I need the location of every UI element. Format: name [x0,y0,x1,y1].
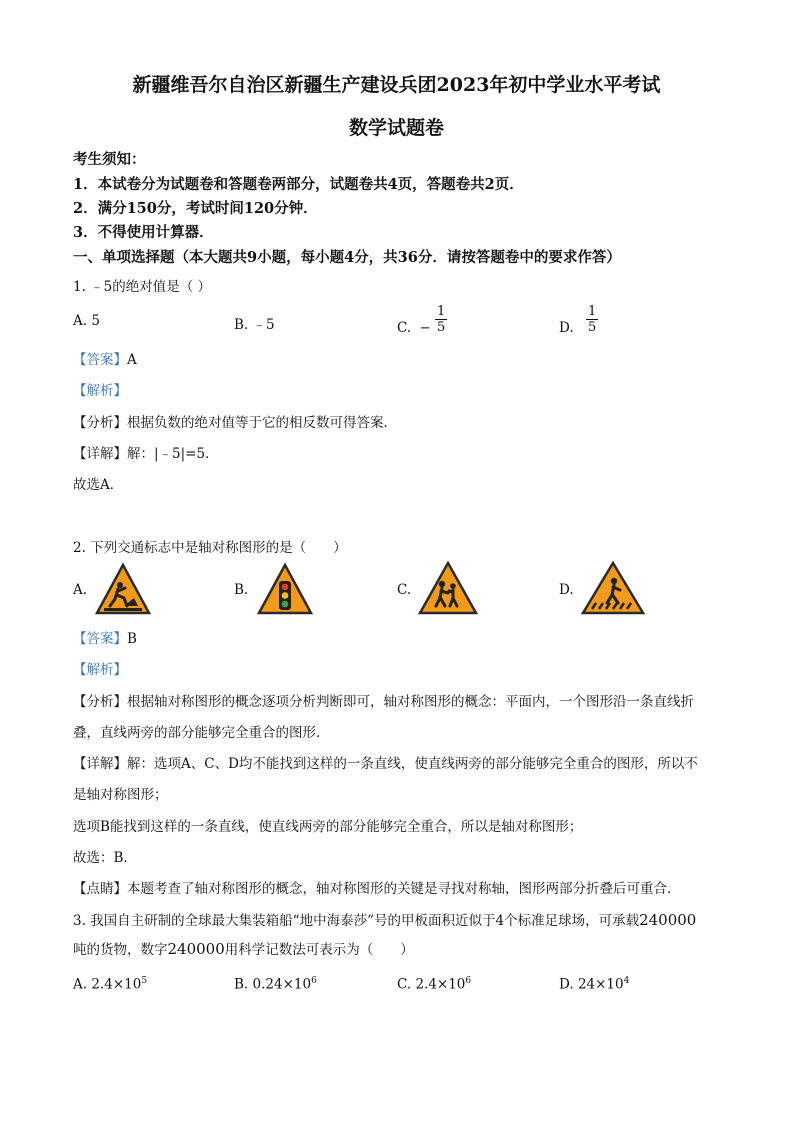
option-label: A. [73,976,88,993]
road-work-sign-icon [94,562,152,616]
option-label: D. [559,976,574,993]
option-exponent: 5 [141,976,148,986]
numerator: 1 [437,304,446,319]
option-base: 2.4×10 [91,976,142,993]
fenxi-text: 根据负数的绝对值等于它的相反数可得答案． [127,415,397,431]
fenxi-tag: 【分析】 [73,694,127,710]
q2-fenxi-line1 [73,690,694,710]
q2-conclusion: 故选：B． [73,850,137,866]
option-base: 0.24×10 [252,976,312,993]
answer-value: B [127,631,137,647]
q2-option-b-label: B. [234,582,249,598]
q2-fenxi-line2: 叠，直线两旁的部分能够完全重合的图形． [73,725,330,741]
q1-option-c [397,304,447,335]
option-base: 2.4×10 [415,976,466,993]
minus-sign: − [419,320,431,336]
q1-option-a: A. 5 [73,313,100,329]
number-240000: 240000 [639,911,697,929]
q1-analysis-tag: 【解析】 [73,383,127,399]
xiangjie-text: 解：|﹣5|=5． [127,446,219,462]
question-1-stem: 1. ﹣5的绝对值是（ ） [73,279,212,295]
option-label: D. [559,320,574,336]
exam-subtitle: 数学试题卷 [348,117,444,139]
q2-xiangjie-line1 [73,752,698,772]
q2-xiangjie-line2: 是轴对称图形； [73,787,168,803]
q1-answer [73,348,137,368]
q1-xiangjie [73,442,219,462]
numerator: 1 [587,304,597,319]
notice-item: 1．本试卷分为试题卷和答题卷两部分，试题卷共4页，答题卷共2页． [73,176,524,193]
question-3-stem-line2 [73,938,414,958]
q2-dianjing [73,877,681,897]
q1-option-b: B. ﹣5 [234,317,275,333]
question-2-stem: 2. 下列交通标志中是轴对称图形的是（ ） [73,540,347,556]
traffic-light-sign-icon [256,562,314,616]
option-exponent: 6 [311,976,317,986]
answer-tag: 【答案】 [73,631,127,647]
q1-fenxi [73,411,397,431]
xiangjie-tag: 【详解】 [73,756,127,772]
notice-item: 3．不得使用计算器． [73,224,214,241]
fraction [435,304,447,335]
q2-option-c-label: C. [397,582,412,598]
q2-answer [73,627,137,647]
number-240000: 240000 [167,940,225,958]
section-heading: 一、单项选择题（本大题共9小题，每小题4分，共36分．请按答题卷中的要求作答） [73,249,621,266]
answer-value: A [127,352,137,368]
stem-text: 用科学记数法可表示为（ ） [224,942,414,958]
question-3-stem-line1 [73,909,696,929]
notice-item: 2．满分150分，考试时间120分钟． [73,200,318,217]
q3-option-c [397,976,471,993]
q3-option-a [73,976,147,993]
denominator: 5 [437,320,446,335]
xiangjie-text: 解：选项A、C、D均不能找到这样的一条直线，使直线两旁的部分能够完全重合的图形，所以不 [127,756,698,772]
exam-title: 新疆维吾尔自治区新疆生产建设兵团2023年初中学业水平考试 [132,74,661,96]
option-base: 24×10 [577,976,624,993]
fraction [586,304,598,335]
stem-text: 吨的货物，数字 [73,942,168,958]
notice-heading: 考生须知： [73,151,146,168]
q1-option-d [559,304,598,335]
fenxi-text: 根据轴对称图形的概念逐项分析判断即可，轴对称图形的概念：平面内，一个图形沿一条直线折 [127,694,694,710]
option-label: B. [234,976,249,993]
children-crossing-sign-icon [417,560,479,616]
q2-xiangjie-line3: 选项B能找到这样的一条直线，使直线两旁的部分能够完全重合，所以是轴对称图形； [73,819,583,835]
denominator: 5 [587,320,597,335]
option-exponent: 4 [623,976,630,986]
option-label: C. [397,320,412,336]
dianjing-tag: 【点睛】 [73,881,127,897]
q1-conclusion: 故选A． [73,477,124,493]
q3-option-b [234,976,317,993]
q3-option-d [559,976,629,993]
q2-analysis-tag: 【解析】 [73,662,127,678]
stem-text: 3. 我国自主研制的全球最大集装箱船“地中海泰莎”号的甲板面积近似于4个标准足球场，可承载 [73,913,640,929]
option-label: C. [397,976,412,993]
fenxi-tag: 【分析】 [73,415,127,431]
q2-option-d-label: D. [559,582,574,598]
answer-tag: 【答案】 [73,352,127,368]
dianjing-text: 本题考查了轴对称图形的概念，轴对称图形的关键是寻找对称轴，图形两部分折叠后可重合． [127,881,681,897]
option-exponent: 6 [465,976,472,986]
q2-option-a-label: A. [73,582,88,598]
xiangjie-tag: 【详解】 [73,446,127,462]
pedestrian-crossing-sign-icon [580,560,646,616]
